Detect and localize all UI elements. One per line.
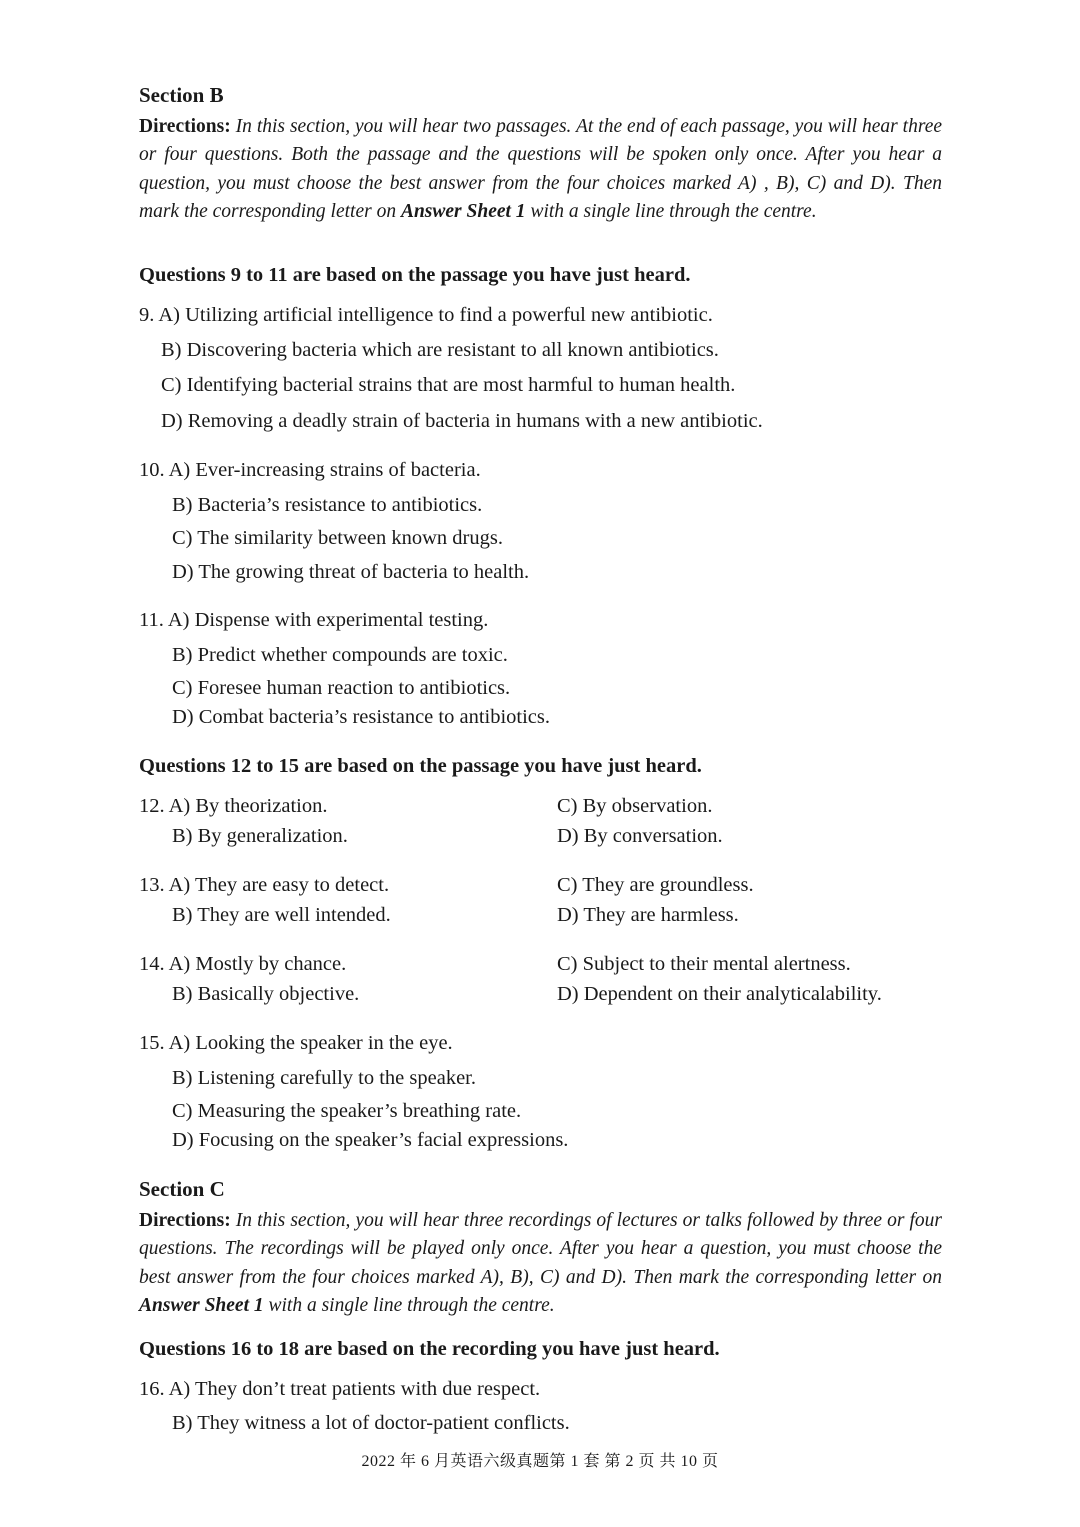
q14-option-c: C) Subject to their mental alertness. xyxy=(557,953,851,975)
questions-9-11-heading: Questions 9 to 11 are based on the passage you have just heard. xyxy=(139,264,691,286)
q14-option-d: D) Dependent on their analyticalability. xyxy=(557,983,882,1005)
section-c-title: Section C xyxy=(139,1177,225,1201)
q14-option-b: B) Basically objective. xyxy=(172,983,360,1005)
q12-option-d: D) By conversation. xyxy=(557,825,723,847)
q9-option-b: B) Discovering bacteria which are resistant to all known antibiotics. xyxy=(161,339,719,361)
section-c-directions xyxy=(139,1207,942,1320)
q13-option-c: C) They are groundless. xyxy=(557,874,754,896)
q9-option-a: 9. A) Utilizing artificial intelligence to find a powerful new antibiotic. xyxy=(139,304,713,326)
q12-option-c: C) By observation. xyxy=(557,795,713,817)
q16-option-b: B) They witness a lot of doctor-patient conflicts. xyxy=(172,1412,570,1434)
q10-option-b: B) Bacteria’s resistance to antibiotics. xyxy=(172,494,483,516)
q13-option-b: B) They are well intended. xyxy=(172,904,391,926)
directions-text-2: with a single line through the centre. xyxy=(263,1294,555,1316)
questions-12-15-heading: Questions 12 to 15 are based on the passage you have just heard. xyxy=(139,755,702,777)
q16-option-a: 16. A) They don’t treat patients with due respect. xyxy=(139,1378,541,1400)
answer-sheet-ref: Answer Sheet 1 xyxy=(400,200,526,222)
q13-option-d: D) They are harmless. xyxy=(557,904,739,926)
q12-option-a: 12. A) By theorization. xyxy=(139,795,328,817)
q13-option-a: 13. A) They are easy to detect. xyxy=(139,874,390,896)
questions-16-18-heading: Questions 16 to 18 are based on the recording you have just heard. xyxy=(139,1338,720,1360)
page-footer: 2022 年 6 月英语六级真题第 1 套 第 2 页 共 10 页 xyxy=(361,1453,719,1470)
section-b-title: Section B xyxy=(139,83,224,107)
section-b-directions xyxy=(139,113,942,226)
q10-option-d: D) The growing threat of bacteria to health. xyxy=(172,561,530,583)
directions-text-2: with a single line through the centre. xyxy=(525,200,817,222)
q12-option-b: B) By generalization. xyxy=(172,825,348,847)
directions-text-1: In this section, you will hear two passages. At the end of each passage, you will hear three or four questions. Both the passage and the questions will be spoken only once. After you hear a question, you must choose the best answer from the four choices marked A) , B), C) and D). Then mark the corresponding letter on xyxy=(139,116,942,222)
q14-option-a: 14. A) Mostly by chance. xyxy=(139,953,347,975)
directions-label: Directions: xyxy=(139,1210,231,1231)
q11-option-b: B) Predict whether compounds are toxic. xyxy=(172,644,508,666)
q11-option-c: C) Foresee human reaction to antibiotics. xyxy=(172,677,511,699)
directions-text-1: In this section, you will hear three recordings of lectures or talks followed by three or four questions. The recordings will be played only once. After you hear a question, you must choose the best answer from the four choices marked A), B), C) and D). Then mark the corresponding letter on xyxy=(139,1210,942,1288)
q15-option-b: B) Listening carefully to the speaker. xyxy=(172,1067,476,1089)
q10-option-c: C) The similarity between known drugs. xyxy=(172,527,503,549)
q11-option-a: 11. A) Dispense with experimental testing. xyxy=(139,609,489,631)
answer-sheet-ref: Answer Sheet 1 xyxy=(139,1294,264,1316)
q15-option-a: 15. A) Looking the speaker in the eye. xyxy=(139,1032,453,1054)
directions-label: Directions: xyxy=(139,116,231,137)
q15-option-c: C) Measuring the speaker’s breathing rate. xyxy=(172,1100,522,1122)
q9-option-c: C) Identifying bacterial strains that are most harmful to human health. xyxy=(161,374,736,396)
q10-option-a: 10. A) Ever-increasing strains of bacteria. xyxy=(139,459,481,481)
q11-option-d: D) Combat bacteria’s resistance to antibiotics. xyxy=(172,706,550,728)
q15-option-d: D) Focusing on the speaker’s facial expressions. xyxy=(172,1129,569,1151)
q9-option-d: D) Removing a deadly strain of bacteria in humans with a new antibiotic. xyxy=(161,410,763,432)
